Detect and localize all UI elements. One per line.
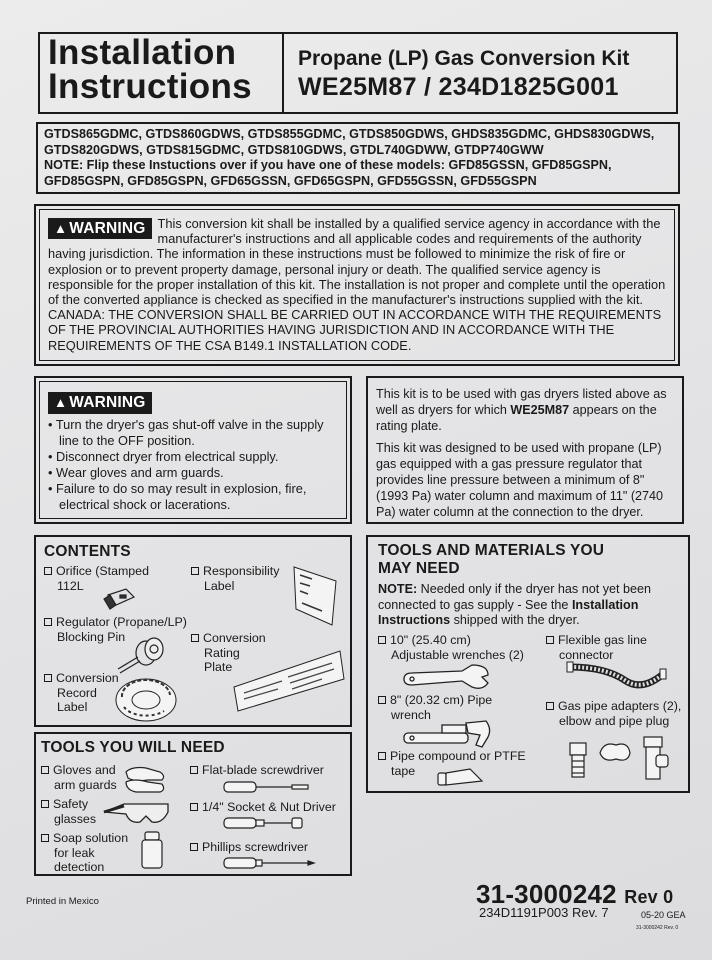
section-title: TOOLS YOU WILL NEED [41, 739, 225, 756]
safety-glasses-icon [102, 800, 172, 826]
contents-section [34, 535, 352, 727]
material-item-gas-pipe-adapters[interactable]: Gas pipe adapters (2), elbow and pipe plug [546, 699, 681, 728]
title-line-2: Instructions [48, 67, 252, 106]
checkbox[interactable] [378, 636, 386, 644]
gloves-icon [122, 764, 168, 794]
kit-usage-info [366, 376, 684, 524]
warning-text: This conversion kit shall be installed by a qualified service agency in accordance with the manufacturer's instructions and all applicable codes and requirements of the authority having jurisdiction. The information in these instructions must be followed to minimize the risk of fire or explosion or to prevent property damage, personal injury or death. The qualified service agency is responsible for the proper installation of this kit. The installation is not proper and complete until the operation of the converted appliance is checked as specified in the manufacturer's instructions supplied with the kit. [48, 216, 666, 308]
blocking-pin-icon [116, 633, 172, 675]
checkbox[interactable] [190, 843, 198, 851]
gas-line-connector-icon [566, 661, 670, 697]
checkbox[interactable] [44, 618, 52, 626]
nut-driver-icon [222, 816, 306, 830]
contents-item-rating-plate[interactable]: Conversion Rating Plate [191, 631, 266, 675]
section-title: CONTENTS [44, 543, 131, 560]
document-number: 31-3000242 Rev 0 [476, 879, 674, 909]
checkbox[interactable] [44, 567, 52, 575]
model-list [36, 122, 680, 194]
safety-item: • Disconnect dryer from electrical supply. [48, 449, 279, 464]
safety-item: • Failure to do so may result in explosion, fire, electrical shock or lacerations. [48, 481, 307, 512]
printed-in: Printed in Mexico [26, 896, 99, 907]
rating-plate-icon [232, 649, 346, 713]
record-label-icon [114, 677, 178, 723]
materials-section [366, 535, 690, 793]
tool-item-flat-screwdriver[interactable]: Flat-blade screwdriver [190, 763, 324, 778]
materials-note: NOTE: Needed only if the dryer has not yet been connected to gas supply - See the Installation Instructions shipped with the dryer. [378, 582, 652, 627]
checkbox[interactable] [41, 766, 49, 774]
contents-item-record-label[interactable]: Conversion Record Label [44, 671, 119, 715]
tool-item-safety-glasses[interactable]: Safety glasses [41, 797, 96, 826]
tool-item-gloves[interactable]: Gloves and arm guards [41, 763, 117, 792]
materials-header [378, 542, 680, 629]
pipe-wrench-icon [402, 719, 494, 749]
warning-label: WARNING [69, 394, 146, 411]
model-line: GFD85GSPN, GFD85GSPN, GFD65GSSN, GFD65GSPN, GFD55GSSN, GFD55GSPN [44, 173, 537, 188]
safety-list [48, 417, 338, 513]
material-item-adjustable-wrenches[interactable]: 10" (25.40 cm) Adjustable wrenches (2) [378, 633, 524, 662]
warning-triangle-icon: ▲ [54, 395, 68, 410]
checkbox[interactable] [190, 766, 198, 774]
material-item-pipe-compound[interactable]: Pipe compound or PTFE tape [378, 749, 526, 778]
section-title: TOOLS AND MATERIALS YOU [378, 542, 605, 559]
tool-item-soap-solution[interactable]: Soap solution for leak detection [41, 831, 128, 875]
kit-part-number: WE25M87 / 234D1825G001 [298, 73, 619, 101]
material-item-flexible-gas-line[interactable]: Flexible gas line connector [546, 633, 647, 662]
checkbox[interactable] [44, 674, 52, 682]
section-title: MAY NEED [378, 560, 460, 577]
checkbox[interactable] [378, 696, 386, 704]
responsibility-label-icon [292, 563, 338, 627]
safety-warning [34, 376, 352, 524]
checkbox[interactable] [41, 800, 49, 808]
warning-triangle-icon: ▲ [54, 221, 68, 236]
installation-warning [34, 204, 680, 366]
warning-badge [48, 218, 152, 239]
canada-notice: CANADA: THE CONVERSION SHALL BE CARRIED OUT IN ACCORDANCE WITH THE REQUIREMENTS OF THE PROVINCIAL AUTHORITIES HAVING JURISDICTION AND IN ACCORDANCE WITH THE REQUIREMENTS OF THE CSA B149.1 INSTALLATION CODE. [48, 307, 662, 353]
kit-subtitle: Propane (LP) Gas Conversion Kit [298, 47, 630, 70]
title-block [38, 32, 678, 114]
doc-title [40, 34, 284, 112]
checkbox[interactable] [378, 752, 386, 760]
model-line: GTDS865GDMC, GTDS860GDWS, GTDS855GDMC, GTDS850GDWS, GHDS835GDMC, GHDS830GDWS, [44, 127, 655, 141]
contents-item-orifice[interactable]: Orifice (Stamped 112L [44, 564, 149, 593]
warning-badge [48, 392, 152, 414]
pipe-fittings-icon [568, 735, 672, 783]
part-revision: 234D1191P003 Rev. 7 [479, 905, 609, 920]
contents-item-responsibility-label[interactable]: Responsibility Label [191, 564, 279, 593]
safety-item: • Turn the dryer's gas shut-off valve in the supply line to the OFF position. [48, 417, 324, 448]
material-item-pipe-wrench[interactable]: 8" (20.32 cm) Pipe wrench [378, 693, 492, 722]
pressure-paragraph: This kit was designed to be used with propane (LP) gas equipped with a gas pressure regulator that provides line pressure between a minimum of 8" (1993 Pa) water column and maximum of 11" (2740 Pa) water column at the connection to the dryer. [376, 441, 664, 519]
checkbox[interactable] [190, 803, 198, 811]
tools-needed-section [34, 732, 352, 876]
safety-item: • Wear gloves and arm guards. [48, 465, 224, 480]
soap-bottle-icon [140, 830, 164, 870]
small-doc-number: 31-3000242 Rev. 0 [636, 925, 679, 931]
tool-item-nut-driver[interactable]: 1/4" Socket & Nut Driver [190, 800, 336, 815]
tool-item-phillips-screwdriver[interactable]: Phillips screwdriver [190, 840, 308, 855]
adjustable-wrench-icon [402, 663, 492, 693]
checkbox[interactable] [191, 634, 199, 642]
orifice-icon [100, 583, 140, 615]
contents-item-blocking-pin[interactable]: Regulator (Propane/LP) Blocking Pin [44, 615, 187, 644]
phillips-screwdriver-icon [222, 856, 316, 870]
usage-paragraph: This kit is to be used with gas dryers listed above as well as dryers for which WE25M87 appears on the rating plate. [376, 387, 667, 433]
pipe-compound-tube-icon [436, 767, 486, 789]
kit-title [284, 34, 676, 112]
checkbox[interactable] [41, 834, 49, 842]
title-line-1: Installation [48, 33, 237, 72]
date-code: 05-20 GEA [641, 910, 686, 920]
checkbox[interactable] [546, 702, 554, 710]
flat-screwdriver-icon [222, 780, 312, 794]
flip-note: NOTE: Flip these Instuctions over if you have one of these models: GFD85GSSN, GFD85GSPN, [44, 158, 612, 172]
warning-label: WARNING [69, 220, 146, 237]
model-line: GTDS820GDWS, GTDS815GDMC, GTDS810GDWS, GTDL740GDWW, GTDP740GWW [44, 142, 544, 157]
checkbox[interactable] [191, 567, 199, 575]
checkbox[interactable] [546, 636, 554, 644]
